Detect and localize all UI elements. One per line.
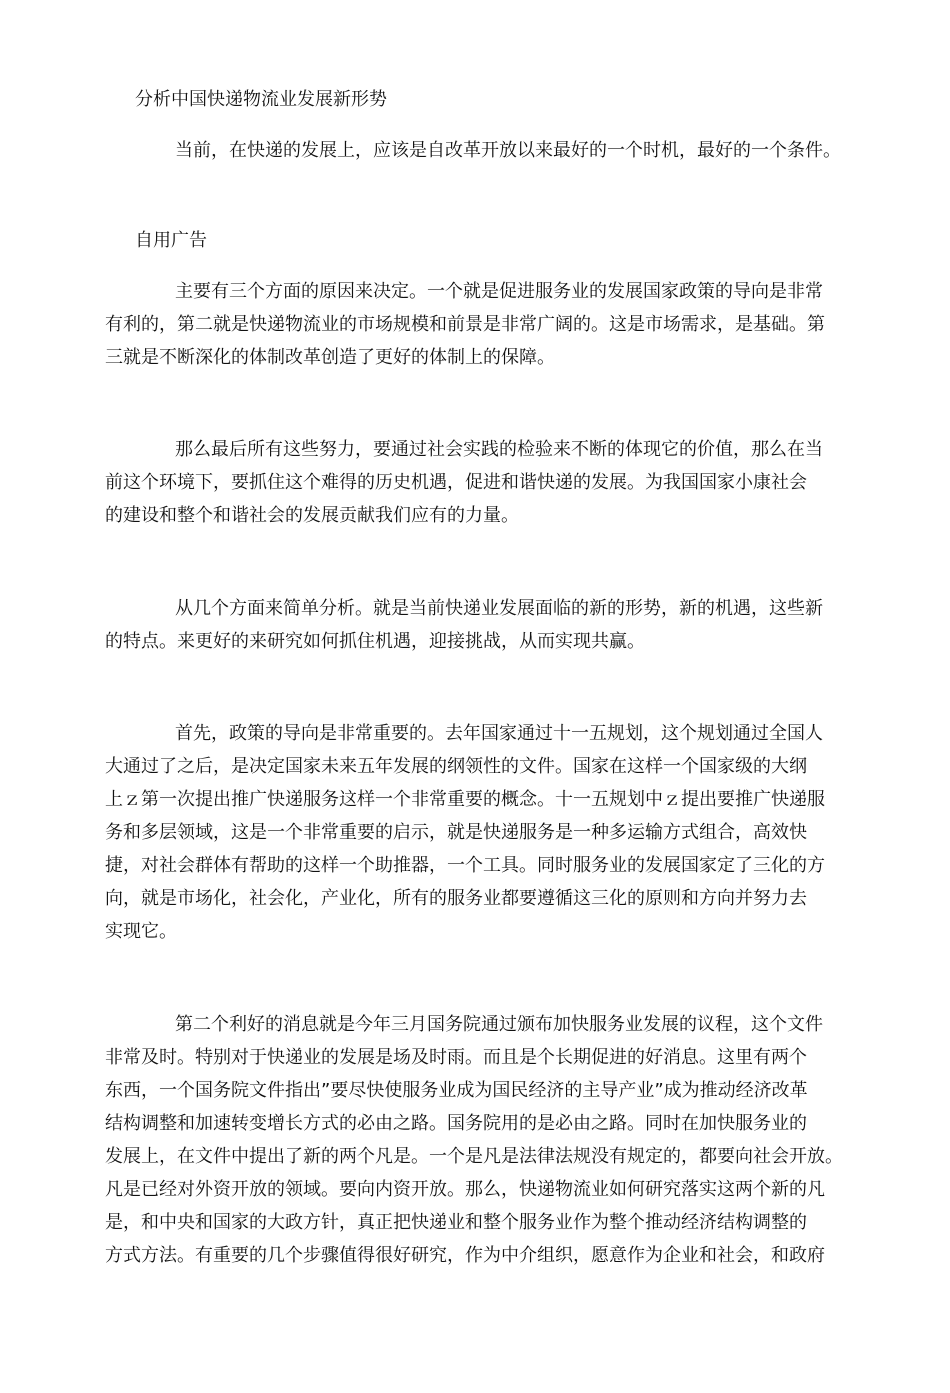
paragraph-5-line-5: 捷，对社会群体有帮助的这样一个助推器，一个工具。同时服务业的发展国家定了三化的方	[105, 855, 825, 876]
document-title: 分析中国快递物流业发展新形势	[135, 89, 387, 110]
paragraph-5-line-4: 务和多层领域，这是一个非常重要的启示，就是快递服务是一种多运输方式组合，高效快	[105, 822, 807, 843]
paragraph-2-line-2: 有利的，第二就是快递物流业的市场规模和前景是非常广阔的。这是市场需求，是基础。第	[105, 314, 825, 335]
paragraph-4-line-1: 从几个方面来简单分析。就是当前快递业发展面临的新的形势，新的机遇，这些新	[175, 598, 823, 619]
paragraph-5-line-3: 上ｚ第一次提出推广快递服务这样一个非常重要的概念。十一五规划中ｚ提出要推广快递服	[105, 789, 825, 810]
paragraph-3-line-1: 那么最后所有这些努力，要通过社会实践的检验来不断的体现它的价值，那么在当	[175, 439, 823, 460]
paragraph-6-line-6: 凡是已经对外资开放的领域。要向内资开放。那么，快递物流业如何研究落实这两个新的凡	[105, 1179, 825, 1200]
paragraph-5-line-6: 向，就是市场化，社会化，产业化，所有的服务业都要遵循这三化的原则和方向并努力去	[105, 888, 807, 909]
paragraph-1-line-1: 当前，在快递的发展上，应该是自改革开放以来最好的一个时机，最好的一个条件。	[175, 140, 841, 161]
paragraph-5-line-7: 实现它。	[105, 921, 177, 942]
paragraph-2-line-1: 主要有三个方面的原因来决定。一个就是促进服务业的发展国家政策的导向是非常	[175, 281, 823, 302]
paragraph-6-line-3: 东西，一个国务院文件指出”要尽快使服务业成为国民经济的主导产业”成为推动经济改革	[105, 1080, 808, 1101]
paragraph-2-line-3: 三就是不断深化的体制改革创造了更好的体制上的保障。	[105, 347, 555, 368]
paragraph-6-line-5: 发展上，在文件中提出了新的两个凡是。一个是凡是法律法规没有规定的，都要向社会开放。	[105, 1146, 843, 1167]
paragraph-6-line-7: 是，和中央和国家的大政方针，真正把快递业和整个服务业作为整个推动经济结构调整的	[105, 1212, 807, 1233]
paragraph-6-line-1: 第二个利好的消息就是今年三月国务院通过颁布加快服务业发展的议程，这个文件	[175, 1014, 823, 1035]
paragraph-5-line-1: 首先，政策的导向是非常重要的。去年国家通过十一五规划，这个规划通过全国人	[175, 723, 823, 744]
paragraph-3-line-2: 前这个环境下，要抓住这个难得的历史机遇，促进和谐快递的发展。为我国国家小康社会	[105, 472, 807, 493]
paragraph-4-line-2: 的特点。来更好的来研究如何抓住机遇，迎接挑战，从而实现共赢。	[105, 631, 645, 652]
paragraph-3-line-3: 的建设和整个和谐社会的发展贡献我们应有的力量。	[105, 505, 519, 526]
paragraph-6-line-2: 非常及时。特别对于快递业的发展是场及时雨。而且是个长期促进的好消息。这里有两个	[105, 1047, 807, 1068]
paragraph-5-line-2: 大通过了之后，是决定国家未来五年发展的纲领性的文件。国家在这样一个国家级的大纲	[105, 756, 807, 777]
ad-label: 自用广告	[135, 230, 207, 251]
paragraph-6-line-4: 结构调整和加速转变增长方式的必由之路。国务院用的是必由之路。同时在加快服务业的	[105, 1113, 807, 1134]
paragraph-6-line-8: 方式方法。有重要的几个步骤值得很好研究，作为中介组织，愿意作为企业和社会，和政府	[105, 1245, 825, 1266]
